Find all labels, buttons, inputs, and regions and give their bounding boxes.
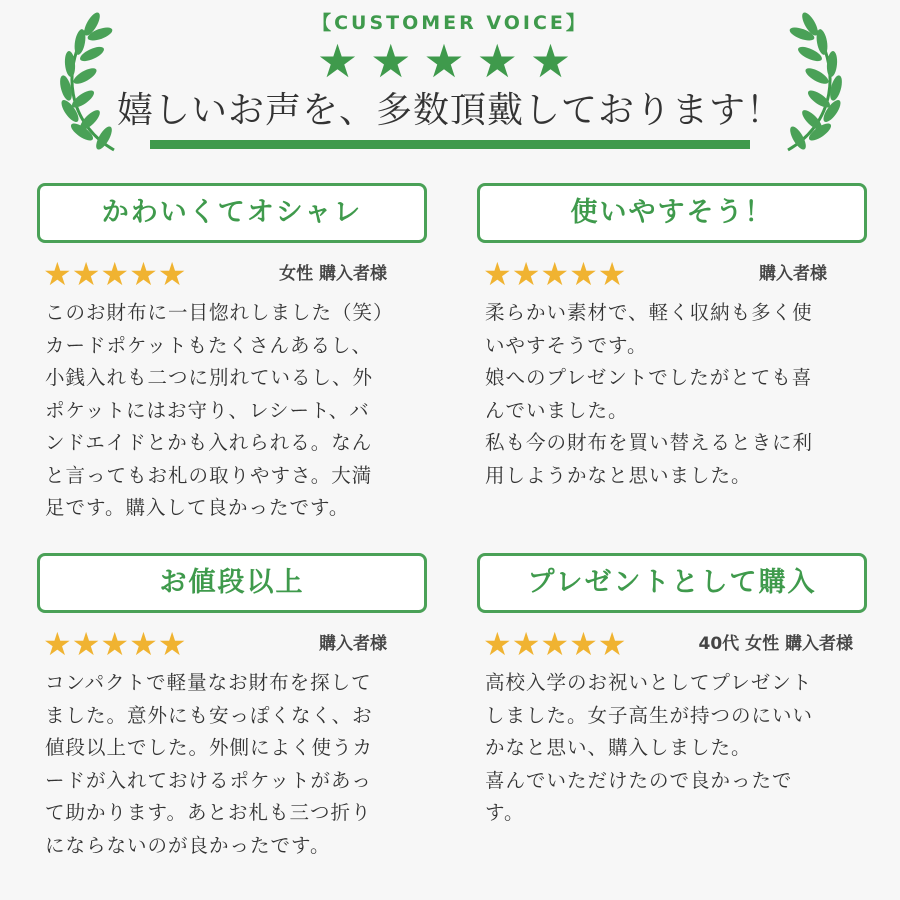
review-card [477,553,867,830]
review-card [37,553,427,862]
review-line: しました。女子高生が持つのにいい [485,703,814,727]
review-line: ポケットにはお守り、レシート、バ [45,398,370,422]
review-text [477,297,867,492]
reviewer-label: 購入者様 [319,634,387,654]
review-meta [477,255,867,293]
review-line: 柔らかい素材で、軽く収納も多く使 [485,301,813,324]
review-line: んでいました。 [485,398,629,422]
review-line: ンドエイドとかも入れられる。なん [45,431,373,454]
review-line: ードが入れておけるポケットがあっ [45,768,372,792]
review-title: お値段以上 [37,553,427,613]
review-line: ました。意外にも安っぽくなく、お [45,703,373,727]
reviewer-label: 購入者様 [759,264,827,284]
laurel-right-icon [760,10,850,155]
title-underline [150,140,750,149]
rating-stars: ★★★★★ [43,625,187,663]
review-meta [37,625,427,663]
review-line: 高校入学のお祝いとしてプレゼント [485,671,813,694]
review-line: 小銭入れも二つに別れているし、外 [45,366,374,389]
header [0,0,900,165]
review-line: いやすそうです。 [485,333,648,357]
review-line: 喜んでいただけたので良かったで [485,768,793,792]
review-line: かなと思い、購入しました。 [485,736,752,759]
customer-voice-label: 【CUSTOMER VOICE】 [312,12,588,34]
review-card [37,183,427,525]
review-text [37,297,427,525]
review-text [477,667,867,830]
review-line: す。 [485,801,525,824]
review-line: て助かります。あとお札も三つ折り [45,801,372,824]
review-meta [477,625,867,663]
review-line: 足です。購入して良かったです。 [45,496,350,519]
review-text [37,667,427,862]
review-line: にならないのが良かったです。 [45,833,331,857]
reviewer-label: 女性 購入者様 [279,264,387,284]
review-title: かわいくてオシャレ [37,183,427,243]
review-line: コンパクトで軽量なお財布を探して [45,671,372,694]
review-line: 私も今の財布を買い替えるときに利 [485,431,814,454]
review-line: 娘へのプレゼントでしたがとても喜 [485,366,813,389]
rating-stars: ★★★★★ [483,625,627,663]
review-meta [37,255,427,293]
review-line: このお財布に一目惚れしました（笑） [45,301,394,324]
review-line: 用しようかなと思いました。 [485,463,752,487]
review-title: プレゼントとして購入 [477,553,867,613]
review-line: 値段以上でした。外側によく使うカ [45,736,374,759]
reviewer-label: 40代 女性 購入者様 [698,634,853,654]
review-line: カードポケットもたくさんあるし、 [45,333,373,357]
page-title: 嬉しいお声を、多数頂戴しております！ [116,90,783,131]
review-title: 使いやすそう！ [477,183,867,243]
rating-stars: ★★★★★ [483,255,627,293]
review-line: と言ってもお札の取りやすさ。大満 [45,463,373,487]
review-card [477,183,867,492]
rating-stars: ★★★★★ [43,255,187,293]
header-stars: ★★★★★ [316,34,584,88]
